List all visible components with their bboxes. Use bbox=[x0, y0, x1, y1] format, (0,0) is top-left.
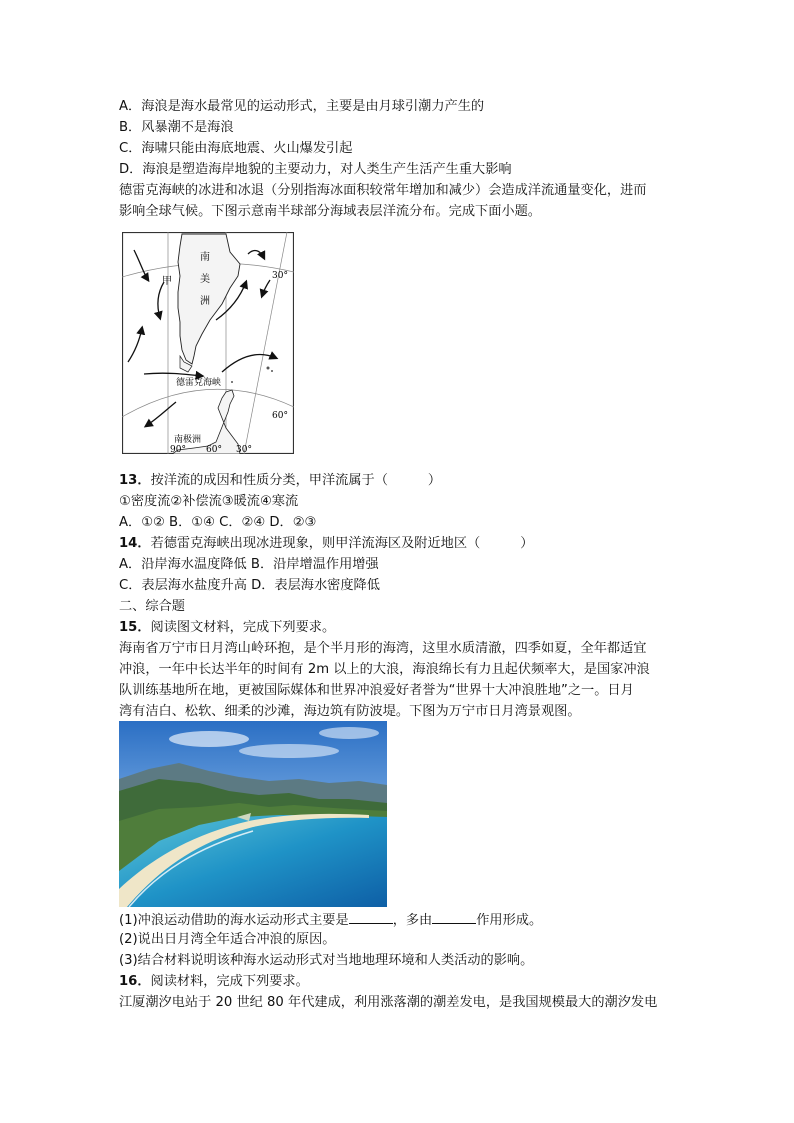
continent-label: 南 bbox=[200, 252, 210, 263]
question-text: 阅读材料，完成下列要求。 bbox=[150, 974, 309, 989]
question-13-options: A．①② B．①④ C．②④ D．②③ bbox=[119, 515, 317, 530]
antarctica-label: 南极洲 bbox=[174, 435, 202, 445]
answer-blank[interactable] bbox=[349, 909, 393, 924]
question-number: 13． bbox=[119, 473, 151, 488]
option-c: C．海啸只能由海底地震、火山爆发引起 bbox=[119, 141, 353, 156]
material-line: 江厦潮汐电站于 20 世纪 80 年代建成，利用涨落潮的潮差发电，是我国规模最大的潮汐发电 bbox=[119, 995, 658, 1010]
material-line: 队训练基地所在地，更被国际媒体和世界冲浪爱好者誉为“世界十大冲浪胜地”之一。日月 bbox=[119, 683, 634, 698]
riyue-bay-landscape-photo bbox=[119, 721, 387, 907]
question-16-title bbox=[119, 972, 309, 992]
longitude-90-label: 90° bbox=[170, 445, 186, 454]
option-b: B．风暴潮不是海浪 bbox=[119, 120, 234, 135]
continent-label: 美 bbox=[200, 274, 210, 285]
intro-line: 影响全球气候。下图示意南半球部分海域表层洋流分布。完成下面小题。 bbox=[119, 204, 541, 219]
subquestion-text: 作用形成。 bbox=[476, 913, 543, 928]
question-14-stem bbox=[119, 534, 533, 554]
longitude-60-label: 60° bbox=[206, 445, 222, 454]
material-line: 湾有洁白、松软、细柔的沙滩，海边筑有防波堤。下图为万宁市日月湾景观图。 bbox=[119, 704, 581, 719]
subquestion-2: (2)说出日月湾全年适合冲浪的原因。 bbox=[119, 932, 336, 947]
question-number: 16． bbox=[119, 974, 151, 989]
answer-paren-close: ） bbox=[520, 536, 534, 551]
strait-label: 德雷克海峡 bbox=[176, 378, 222, 388]
question-number: 15． bbox=[119, 620, 151, 635]
latitude-30-label: 30° bbox=[272, 271, 288, 281]
material-line: 海南省万宁市日月湾山岭环抱，是个半月形的海湾，这里水质清澈，四季如夏，全年都适宜 bbox=[119, 641, 647, 656]
answer-blank[interactable] bbox=[432, 909, 476, 924]
question-number: 14． bbox=[119, 536, 151, 551]
question-text: 阅读图文材料，完成下列要求。 bbox=[150, 620, 336, 635]
material-line: 冲浪，一年中长达半年的时间有 2m 以上的大浪，海浪绵长有力且起伏频率大，是国家冲浪 bbox=[119, 662, 650, 677]
latitude-60-label: 60° bbox=[272, 411, 288, 421]
subquestion-1 bbox=[119, 909, 542, 931]
option-d: D．海浪是塑造海岸地貌的主要动力，对人类生产生活产生重大影响 bbox=[119, 162, 512, 177]
question-13-items: ①密度流②补偿流③暖流④寒流 bbox=[119, 494, 299, 509]
question-14-options: C．表层海水盐度升高 D．表层海水密度降低 bbox=[119, 578, 380, 593]
option-a: A．海浪是海水最常见的运动形式，主要是由月球引潮力产生的 bbox=[119, 99, 485, 114]
question-14-options: A．沿岸海水温度降低 B．沿岸增温作用增强 bbox=[119, 557, 379, 572]
subquestion-text: ，多由 bbox=[392, 913, 433, 928]
answer-paren-close: ） bbox=[427, 473, 442, 488]
question-13-stem bbox=[119, 471, 441, 491]
current-jia-label: 甲 bbox=[162, 276, 172, 287]
question-15-title bbox=[119, 618, 335, 638]
question-text: 按洋流的成因和性质分类，甲洋流属于（ bbox=[150, 473, 388, 488]
subquestion-3: (3)结合材料说明该种海水运动形式对当地地理环境和人类活动的影响。 bbox=[119, 953, 534, 968]
continent-label: 洲 bbox=[200, 296, 210, 307]
ocean-current-map bbox=[122, 232, 294, 454]
question-text: 若德雷克海峡出现冰进现象，则甲洋流海区及附近地区（ bbox=[150, 536, 481, 551]
longitude-30-label: 30° bbox=[236, 445, 252, 454]
subquestion-text: (1)冲浪运动借助的海水运动形式主要是 bbox=[119, 913, 349, 928]
intro-line: 德雷克海峡的冰进和冰退（分别指海冰面积较常年增加和减少）会造成洋流通量变化，进而 bbox=[119, 183, 647, 198]
section-heading: 二、综合题 bbox=[119, 599, 185, 614]
